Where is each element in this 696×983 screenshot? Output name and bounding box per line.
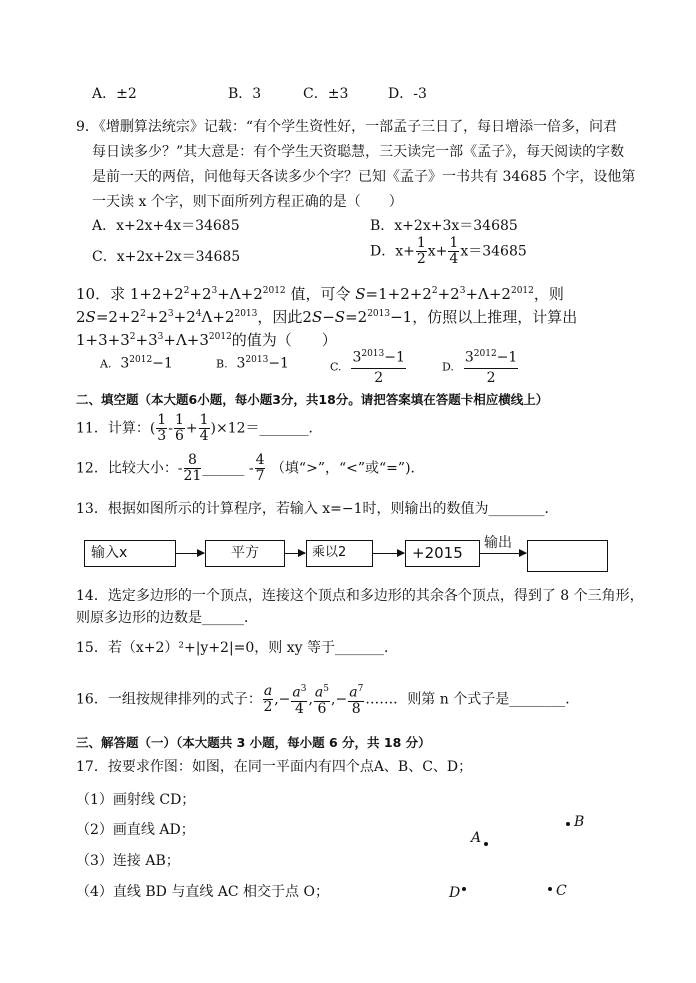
q9-option-c: C．x+2x+2x＝34685 [92, 249, 241, 265]
q8-option-a: A．±2 [92, 86, 137, 102]
q10-option-b: B. $3^{2013}-1$ [216, 355, 289, 372]
q9-option-d-prefix: D．x+ [370, 243, 415, 260]
q10-line-2: $2S=2+2^2+2^3+2^4\Lambda+2^{2013}$，因此$2S-S=2^{2013}-1$，仿照以上推理，计算出 [76, 308, 578, 326]
q14-line-1: 14．选定多边形的一个顶点，连接这个顶点和多边形的其余各个顶点，得到了 8 个三角形， [76, 588, 644, 604]
q17-step-3: （3）连接 AB； [76, 853, 180, 869]
point-b-dot [566, 822, 570, 826]
q12-pre: 12．比较大小：- [76, 460, 183, 477]
q11: 11．计算：( $\frac{1}{3}$ - $\frac{1}{6}$ + $\frac{1}{4}$ )×12＝_______． [76, 412, 323, 444]
flow-square-box: 平方 [205, 540, 285, 567]
q9-option-a: A．x+2x+4x＝34685 [92, 218, 240, 234]
q9-line-4: 一天读 x 个字，则下面所列方程正确的是（ ） [92, 194, 403, 210]
q9-option-d-suffix: x＝34685 [460, 243, 527, 260]
q8-option-b: B．3 [228, 86, 262, 102]
q10-line-3: $1+3+3^2+3^3+\Lambda+3^{2012}$的值为（ ） [76, 331, 337, 349]
q13: 13．根据如图所示的计算程序，若输入 x=−1时，则输出的数值为________． [76, 501, 559, 517]
flow-multiply-box: 乘以2 [306, 540, 373, 567]
q10-option-d: D. $\frac{3^{2012}-1}{2}$ [442, 345, 519, 388]
point-b-label: B [574, 814, 585, 830]
q9-line-3: 是前一天的两倍，问他每天各读多少个字？已知《孟子》一书共有 34685 个字，设他第 [92, 169, 636, 185]
flow-add-box: +2015 [405, 540, 480, 567]
section-3-title: 三、解答题（一）（本大题共 3 小题，每小题 6 分，共 18 分） [76, 735, 431, 750]
point-a-label: A [471, 830, 482, 846]
point-a-dot [484, 842, 488, 846]
q9-line-1: 9．《增删算法统宗》记载：“有个学生资性好，一部孟子三日了，每日增添一倍多，问君 [76, 119, 618, 135]
q11-blank: _______． [259, 420, 323, 437]
q12-blank: ______ [202, 460, 245, 477]
q16: 16．一组按规律排列的式子： $\frac{a}{2}$ ,− $\frac{a^3}{4}$ , $\frac{a^5}{6}$ ,− $\frac{a^7}{8}$ ……．则第 n 个式子是________． [76, 682, 580, 717]
q11-post: )×12＝ [210, 420, 260, 437]
q10-text-5: ，仿照以上推理，计算出 [412, 308, 578, 326]
flow-arrow-1 [176, 553, 204, 554]
q16-post: ……．则第 n 个式子是________． [365, 691, 580, 708]
point-d-label: D [449, 885, 461, 901]
q15: 15．若（x+2）²+|y+2|=0，则 xy 等于_______． [76, 640, 399, 656]
q10-option-b-label: B. [216, 357, 228, 371]
q12: 12．比较大小：- $\frac{8}{21}$ ______ - $\frac{4}{7}$ （填“>”，“<”或“=”)． [76, 452, 425, 484]
q10-text-6: 的值为（ ） [231, 331, 337, 349]
q17-prompt: 17．按要求作图：如图，在同一平面内有四个点A、B、C、D； [76, 759, 473, 775]
q12-minus: - [248, 460, 254, 477]
flow-arrow-4 [480, 553, 526, 554]
q17-step-2: （2）画直线 AD； [76, 822, 195, 838]
q10-text-2: 值，可令 [290, 285, 351, 303]
q10-option-d-label: D. [442, 360, 454, 374]
q10-option-c: C. $\frac{3^{2013}-1}{2}$ [330, 345, 407, 388]
flow-output-label: 输出 [484, 535, 512, 551]
point-c-label: C [556, 883, 567, 899]
q9-line-2: 每日读多少？”其大意是：有个学生天资聪慧，三天读完一部《孟子》，每天阅读的字数 [92, 144, 625, 160]
section-2-title: 二、填空题（本大题6小题，每小题3分，共18分。请把答案填在答题卡相应横线上） [76, 392, 549, 407]
q8-option-d: D．-3 [388, 86, 427, 102]
q16-pre: 16．一组按规律排列的式子： [76, 691, 262, 708]
q10-text-3: ，则 [533, 285, 564, 303]
q10-line-1: 10．求 $1+2+2^2+2^3+\Lambda+2^{2012}$ 值，可令 $S=1+2+2^2+2^3+\Lambda+2^{2012}$，则 [76, 285, 564, 303]
q10-option-a: A. $3^{2012}-1$ [100, 355, 173, 372]
flow-output-box [527, 540, 608, 572]
q10-option-a-label: A. [100, 357, 112, 371]
q9-option-b: B．x+2x+3x＝34685 [370, 218, 518, 234]
point-d-dot [462, 887, 466, 891]
q11-pre: 11．计算：( [76, 420, 156, 437]
flow-arrow-2 [285, 553, 305, 554]
q10-option-c-label: C. [330, 360, 342, 374]
q8-option-c: C．±3 [303, 86, 349, 102]
q9-option-d: D．x+ $\frac{1}{2}$ x+ $\frac{1}{4}$ x＝34685 [370, 235, 527, 267]
q17-step-1: （1）画射线 CD； [76, 792, 196, 808]
q12-post: （填“>”，“<”或“=”)． [270, 460, 425, 477]
flow-input-box: 输入x [84, 540, 176, 567]
q17-step-4: （4）直线 BD 与直线 AC 相交于点 O； [76, 884, 329, 900]
q10-text-4: ，因此 [257, 308, 303, 326]
flow-arrow-3 [373, 553, 404, 554]
point-c-dot [548, 887, 552, 891]
q14-line-2: 则原多边形的边数是______． [76, 610, 258, 626]
q10-text-1: 10．求 [76, 285, 126, 303]
